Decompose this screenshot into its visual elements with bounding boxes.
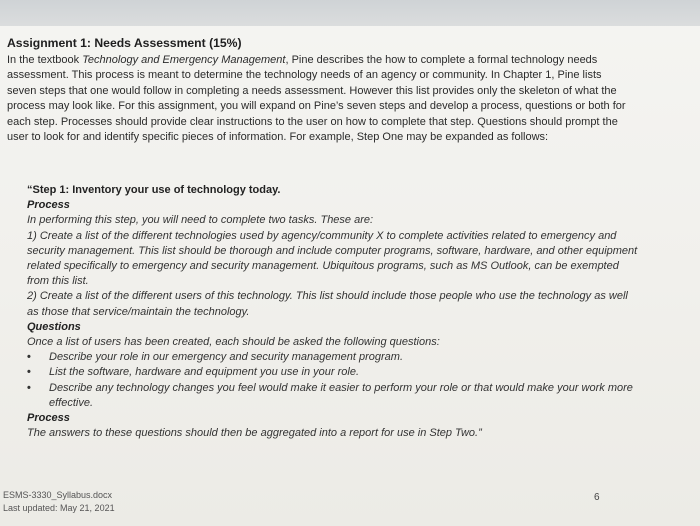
questions-label: Questions <box>27 320 81 333</box>
intro-text-start: In the textbook <box>7 54 83 66</box>
bullet-icon: • <box>27 381 31 394</box>
questions-list <box>27 350 642 411</box>
task-one: 1) Create a list of the different technologies used by agency/community X to complete activities related to emergency and security management. This list should be thorough and include computer programs, software, hardware, and other equipment related specifically to emergency and security management. Ubiquitous programs, such as MS Outlook, can be exempted from this list. <box>27 229 638 288</box>
questions-intro: Once a list of users has been created, each should be asked the following questions: <box>27 336 440 349</box>
document-page <box>0 26 700 526</box>
intro-text-rest: , Pine describes the how to complete a formal technology needs assessment. This process is meant to determine the technology needs of an agency or community. In Chapter 1, Pine lists seven steps that one would follow in completing a needs assessment. However this list provides only the skeleton of what the process may look like. For this assignment, you will expand on Pine’s seven steps and develop a process, questions or both for each step. Processes should provide clear instructions to the user on how to complete that step. Questions should prompt the user to look for and identify specific pieces of information. For example, Step One may be expanded as follows: <box>7 54 626 144</box>
process-intro: In performing this step, you will need to complete two tasks. These are: <box>27 214 374 227</box>
step-title: “Step 1: Inventory your use of technology today. <box>27 184 281 196</box>
assignment-heading: Assignment 1: Needs Assessment (15%) <box>7 36 242 50</box>
footer-filename: ESMS-3330_Syllabus.docx <box>3 490 113 500</box>
footer-last-updated: Last updated: May 21, 2021 <box>3 503 115 513</box>
bullet-icon: • <box>27 351 31 364</box>
list-item: • Describe any technology changes you feel would make it easier to perform your role or that would make your work more effective. <box>27 381 633 409</box>
example-step-block <box>27 183 642 441</box>
list-item: • List the software, hardware and equipment you use in your role. <box>27 365 642 380</box>
process-label: Process <box>27 199 70 212</box>
task-two: 2) Create a list of the different users of this technology. This list should include those people who use the technology as well as those that service/maintain the technology. <box>27 290 628 318</box>
process-second-text: The answers to these questions should then be aggregated into a report for use in Step Two.” <box>27 427 482 440</box>
list-item: • Describe your role in our emergency and security management program. <box>27 350 642 365</box>
intro-paragraph <box>7 53 632 145</box>
page-number: 6 <box>594 492 600 503</box>
textbook-title: Technology and Emergency Management <box>82 54 286 66</box>
bullet-icon: • <box>27 366 31 379</box>
process-label-second: Process <box>27 412 70 425</box>
